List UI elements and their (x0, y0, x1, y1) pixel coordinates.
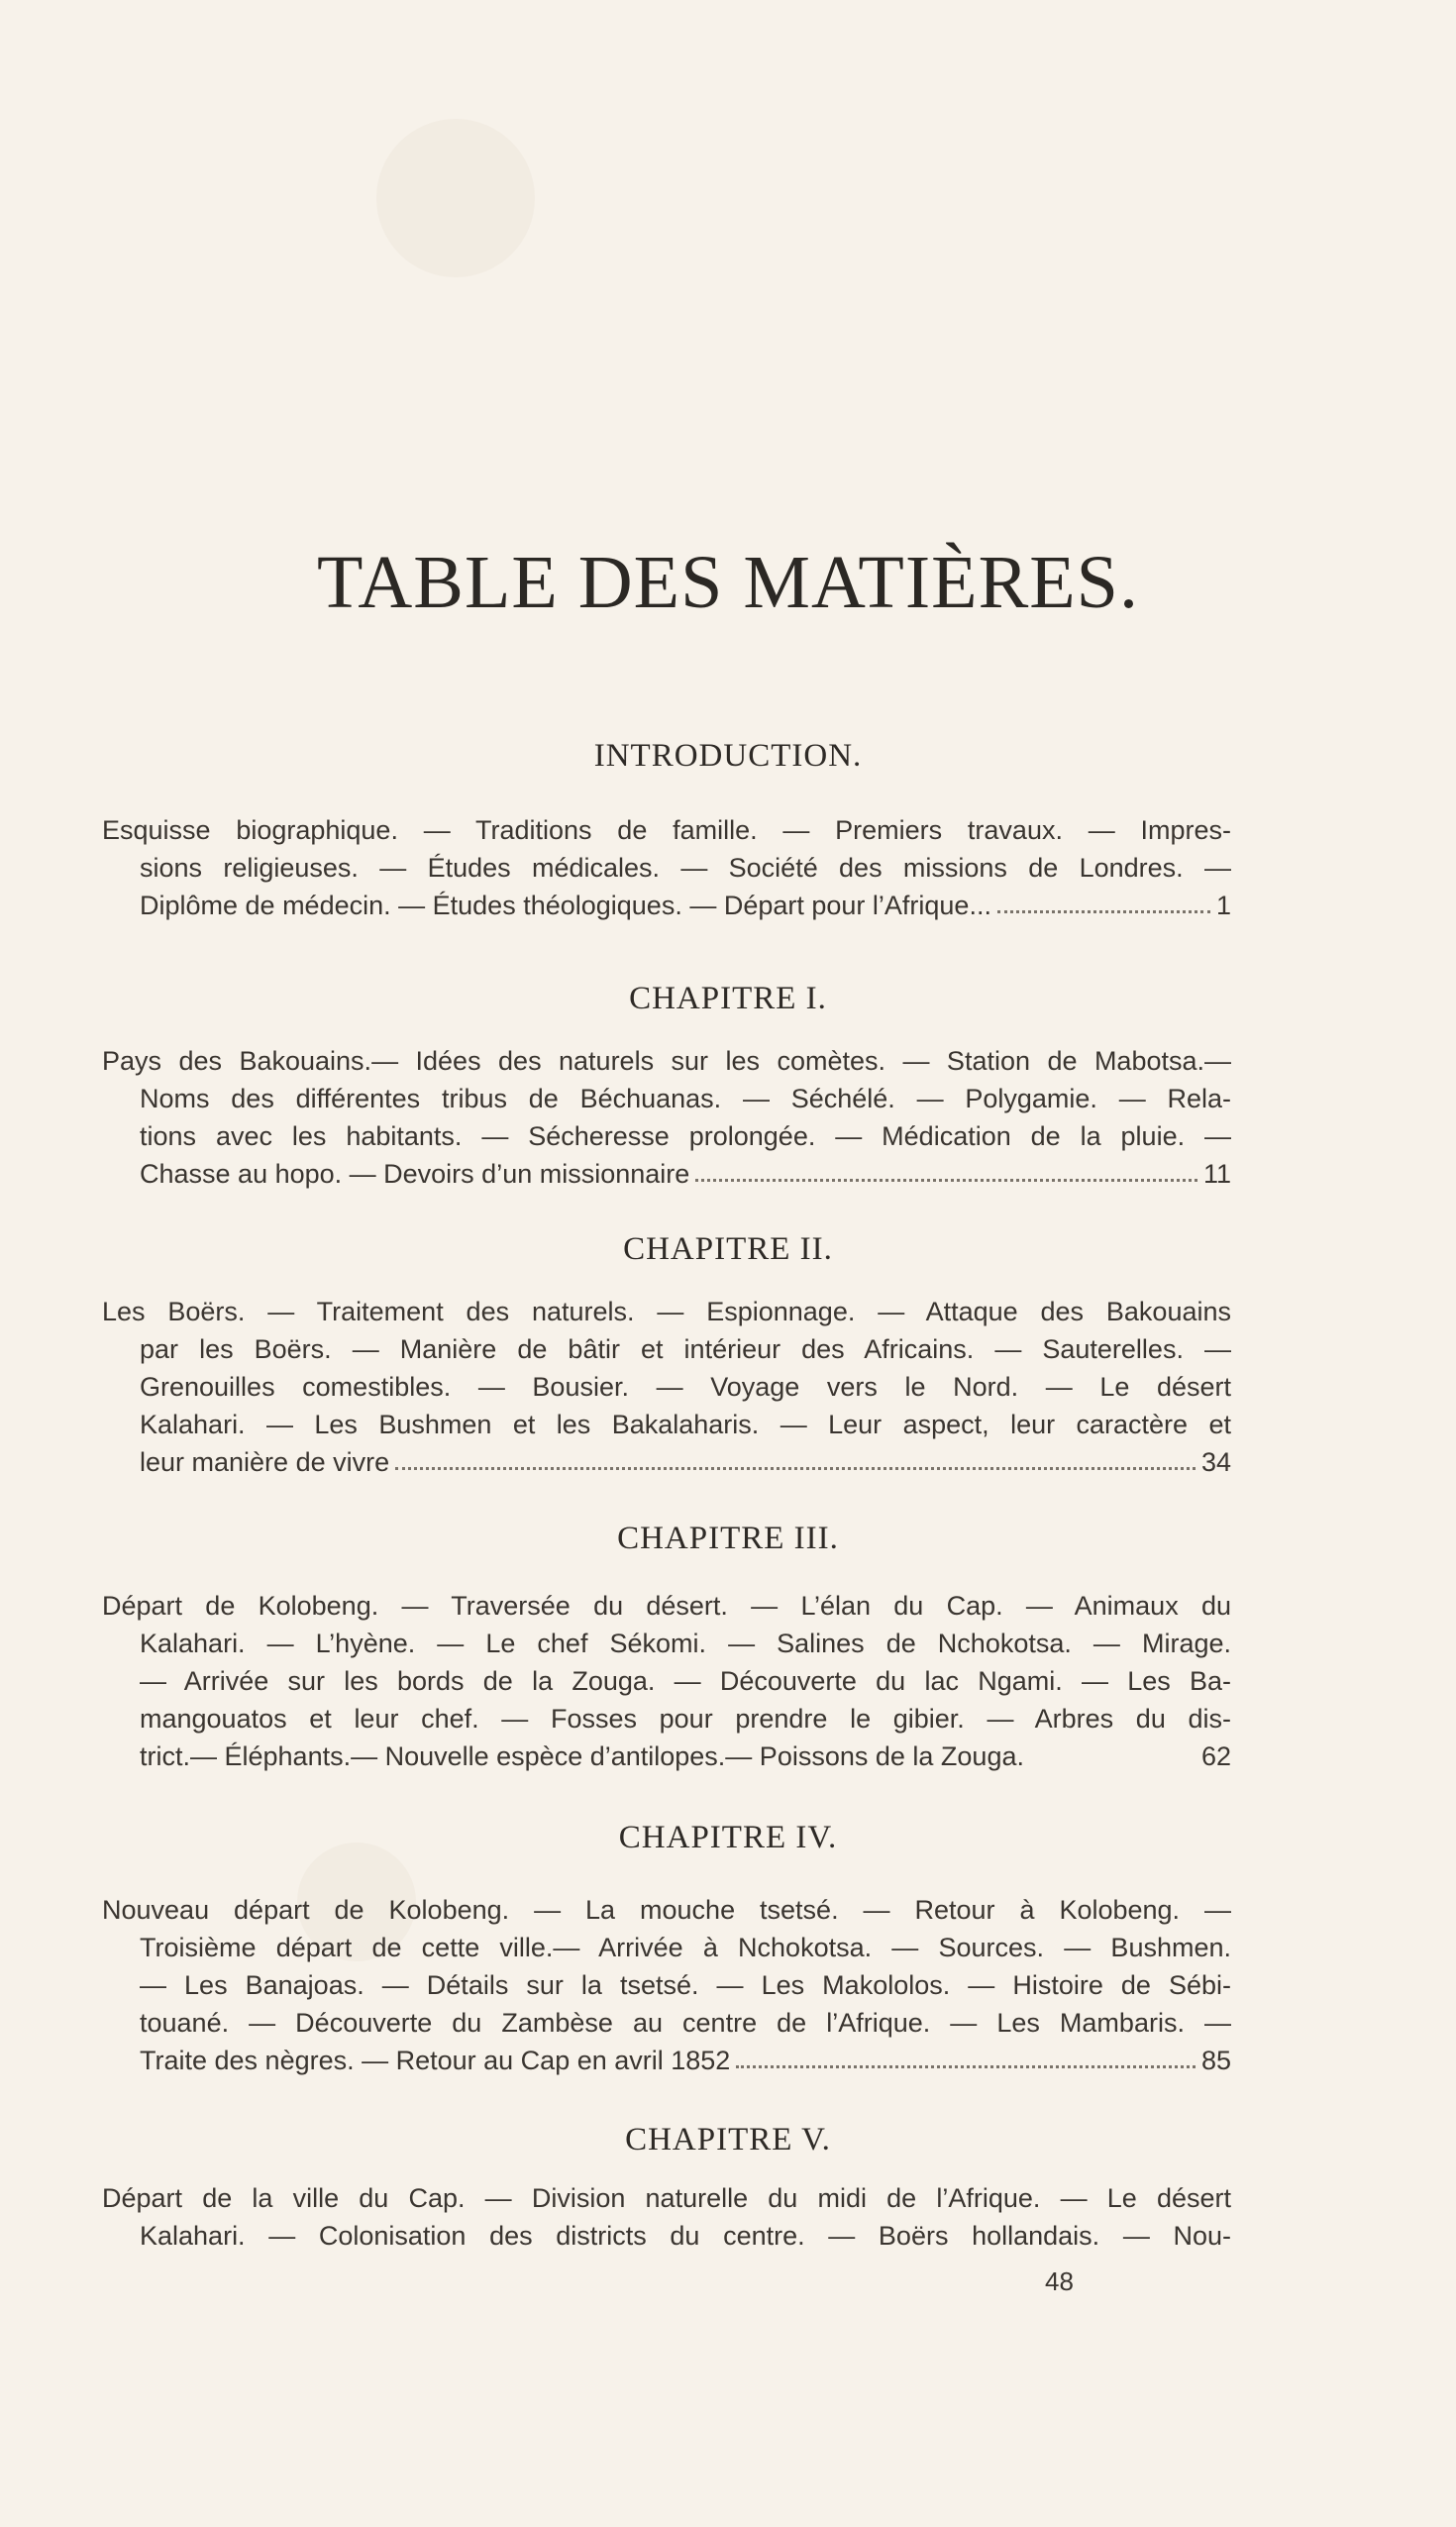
entry-line-last (102, 1155, 1231, 1193)
entry-line: Kalahari. — Les Bushmen et les Bakalaharis. — Leur aspect, leur caractère et (140, 1410, 1231, 1439)
entry-line-last (102, 1737, 1231, 1775)
entry-line-text: Diplôme de médecin. — Études théologiques. — Départ pour l’Afrique... (140, 891, 991, 920)
section-entry-chapitre-1 (102, 1042, 1231, 1193)
entry-line: sions religieuses. — Études médicales. — Société des missions de Londres. — (140, 853, 1231, 883)
page-title: TABLE DES MATIÈRES. (317, 541, 1139, 624)
entry-line-text: Traite des nègres. — Retour au Cap en avril 1852 (140, 2046, 731, 2075)
entry-line: — Les Banajoas. — Détails sur la tsetsé. — Les Makololos. — Histoire de Sébi- (140, 1970, 1231, 2000)
entry-line-text: leur manière de vivre (140, 1447, 390, 1477)
entry-line-text: Chasse au hopo. — Devoirs d’un missionnaire (140, 1159, 690, 1189)
entry-line: touané. — Découverte du Zambèse au centre de l’Afrique. — Les Mambaris. — (140, 2008, 1231, 2038)
signature-mark: 48 (1045, 2266, 1074, 2296)
page-number: 11 (1202, 1159, 1231, 1189)
section-heading-chapitre-4: CHAPITRE IV. (618, 1820, 838, 1855)
section-heading-chapitre-3: CHAPITRE III. (617, 1521, 839, 1556)
section-entry-introduction (102, 811, 1231, 924)
entry-line: Les Boërs. — Traitement des naturels. — Espionnage. — Attaque des Bakouains (102, 1297, 1231, 1326)
paper-stain (376, 119, 535, 277)
entry-line-last (102, 2042, 1231, 2079)
page-number: 62 (1200, 1741, 1231, 1771)
leader-dots (395, 1443, 1196, 1470)
leader-dots (695, 1155, 1197, 1182)
section-heading-chapitre-1: CHAPITRE I. (629, 981, 827, 1016)
section-heading-chapitre-5: CHAPITRE V. (625, 2122, 831, 2158)
entry-line: tions avec les habitants. — Sécheresse prolongée. — Médication de la pluie. — (140, 1121, 1231, 1151)
section-entry-chapitre-2 (102, 1293, 1231, 1481)
entry-line: Kalahari. — L’hyène. — Le chef Sékomi. — Salines de Nchokotsa. — Mirage. (140, 1629, 1231, 1658)
section-entry-chapitre-4 (102, 1891, 1231, 2079)
entry-line: Départ de la ville du Cap. — Division naturelle du midi de l’Afrique. — Le désert (102, 2183, 1231, 2213)
entry-line: Grenouilles comestibles. — Bousier. — Voyage vers le Nord. — Le désert (140, 1372, 1231, 1402)
section-heading-chapitre-2: CHAPITRE II. (623, 1231, 833, 1267)
section-entry-chapitre-5 (102, 2179, 1231, 2255)
page-number: 34 (1200, 1447, 1231, 1477)
entry-line: — Arrivée sur les bords de la Zouga. — Découverte du lac Ngami. — Les Ba- (140, 1666, 1231, 1696)
entry-line: Kalahari. — Colonisation des districts du centre. — Boërs hollandais. — Nou- (140, 2221, 1231, 2251)
entry-line: Départ de Kolobeng. — Traversée du désert. — L’élan du Cap. — Animaux du (102, 1591, 1231, 1621)
entry-line: Troisième départ de cette ville.— Arrivée à Nchokotsa. — Sources. — Bushmen. (140, 1933, 1231, 1962)
entry-line-last (102, 1443, 1231, 1481)
page-number: 85 (1200, 2046, 1231, 2075)
entry-line: Nouveau départ de Kolobeng. — La mouche tsetsé. — Retour à Kolobeng. — (102, 1895, 1231, 1925)
entry-line: Noms des différentes tribus de Béchuanas. — Séchélé. — Polygamie. — Rela- (140, 1084, 1231, 1113)
entry-line: par les Boërs. — Manière de bâtir et intérieur des Africains. — Sauterelles. — (140, 1334, 1231, 1364)
section-entry-chapitre-3 (102, 1587, 1231, 1775)
leader-space (1030, 1737, 1196, 1764)
section-heading-introduction: INTRODUCTION. (593, 738, 863, 774)
leader-dots (997, 887, 1210, 913)
entry-line-last (102, 887, 1231, 924)
entry-line-text: trict.— Éléphants.— Nouvelle espèce d’antilopes.— Poissons de la Zouga. (140, 1741, 1024, 1771)
entry-line: Esquisse biographique. — Traditions de famille. — Premiers travaux. — Impres- (102, 815, 1231, 845)
page-number: 1 (1215, 891, 1231, 920)
entry-line: Pays des Bakouains.— Idées des naturels sur les comètes. — Station de Mabotsa.— (102, 1046, 1231, 1076)
entry-line: mangouatos et leur chef. — Fosses pour prendre le gibier. — Arbres du dis- (140, 1704, 1231, 1734)
leader-dots (736, 2042, 1196, 2068)
